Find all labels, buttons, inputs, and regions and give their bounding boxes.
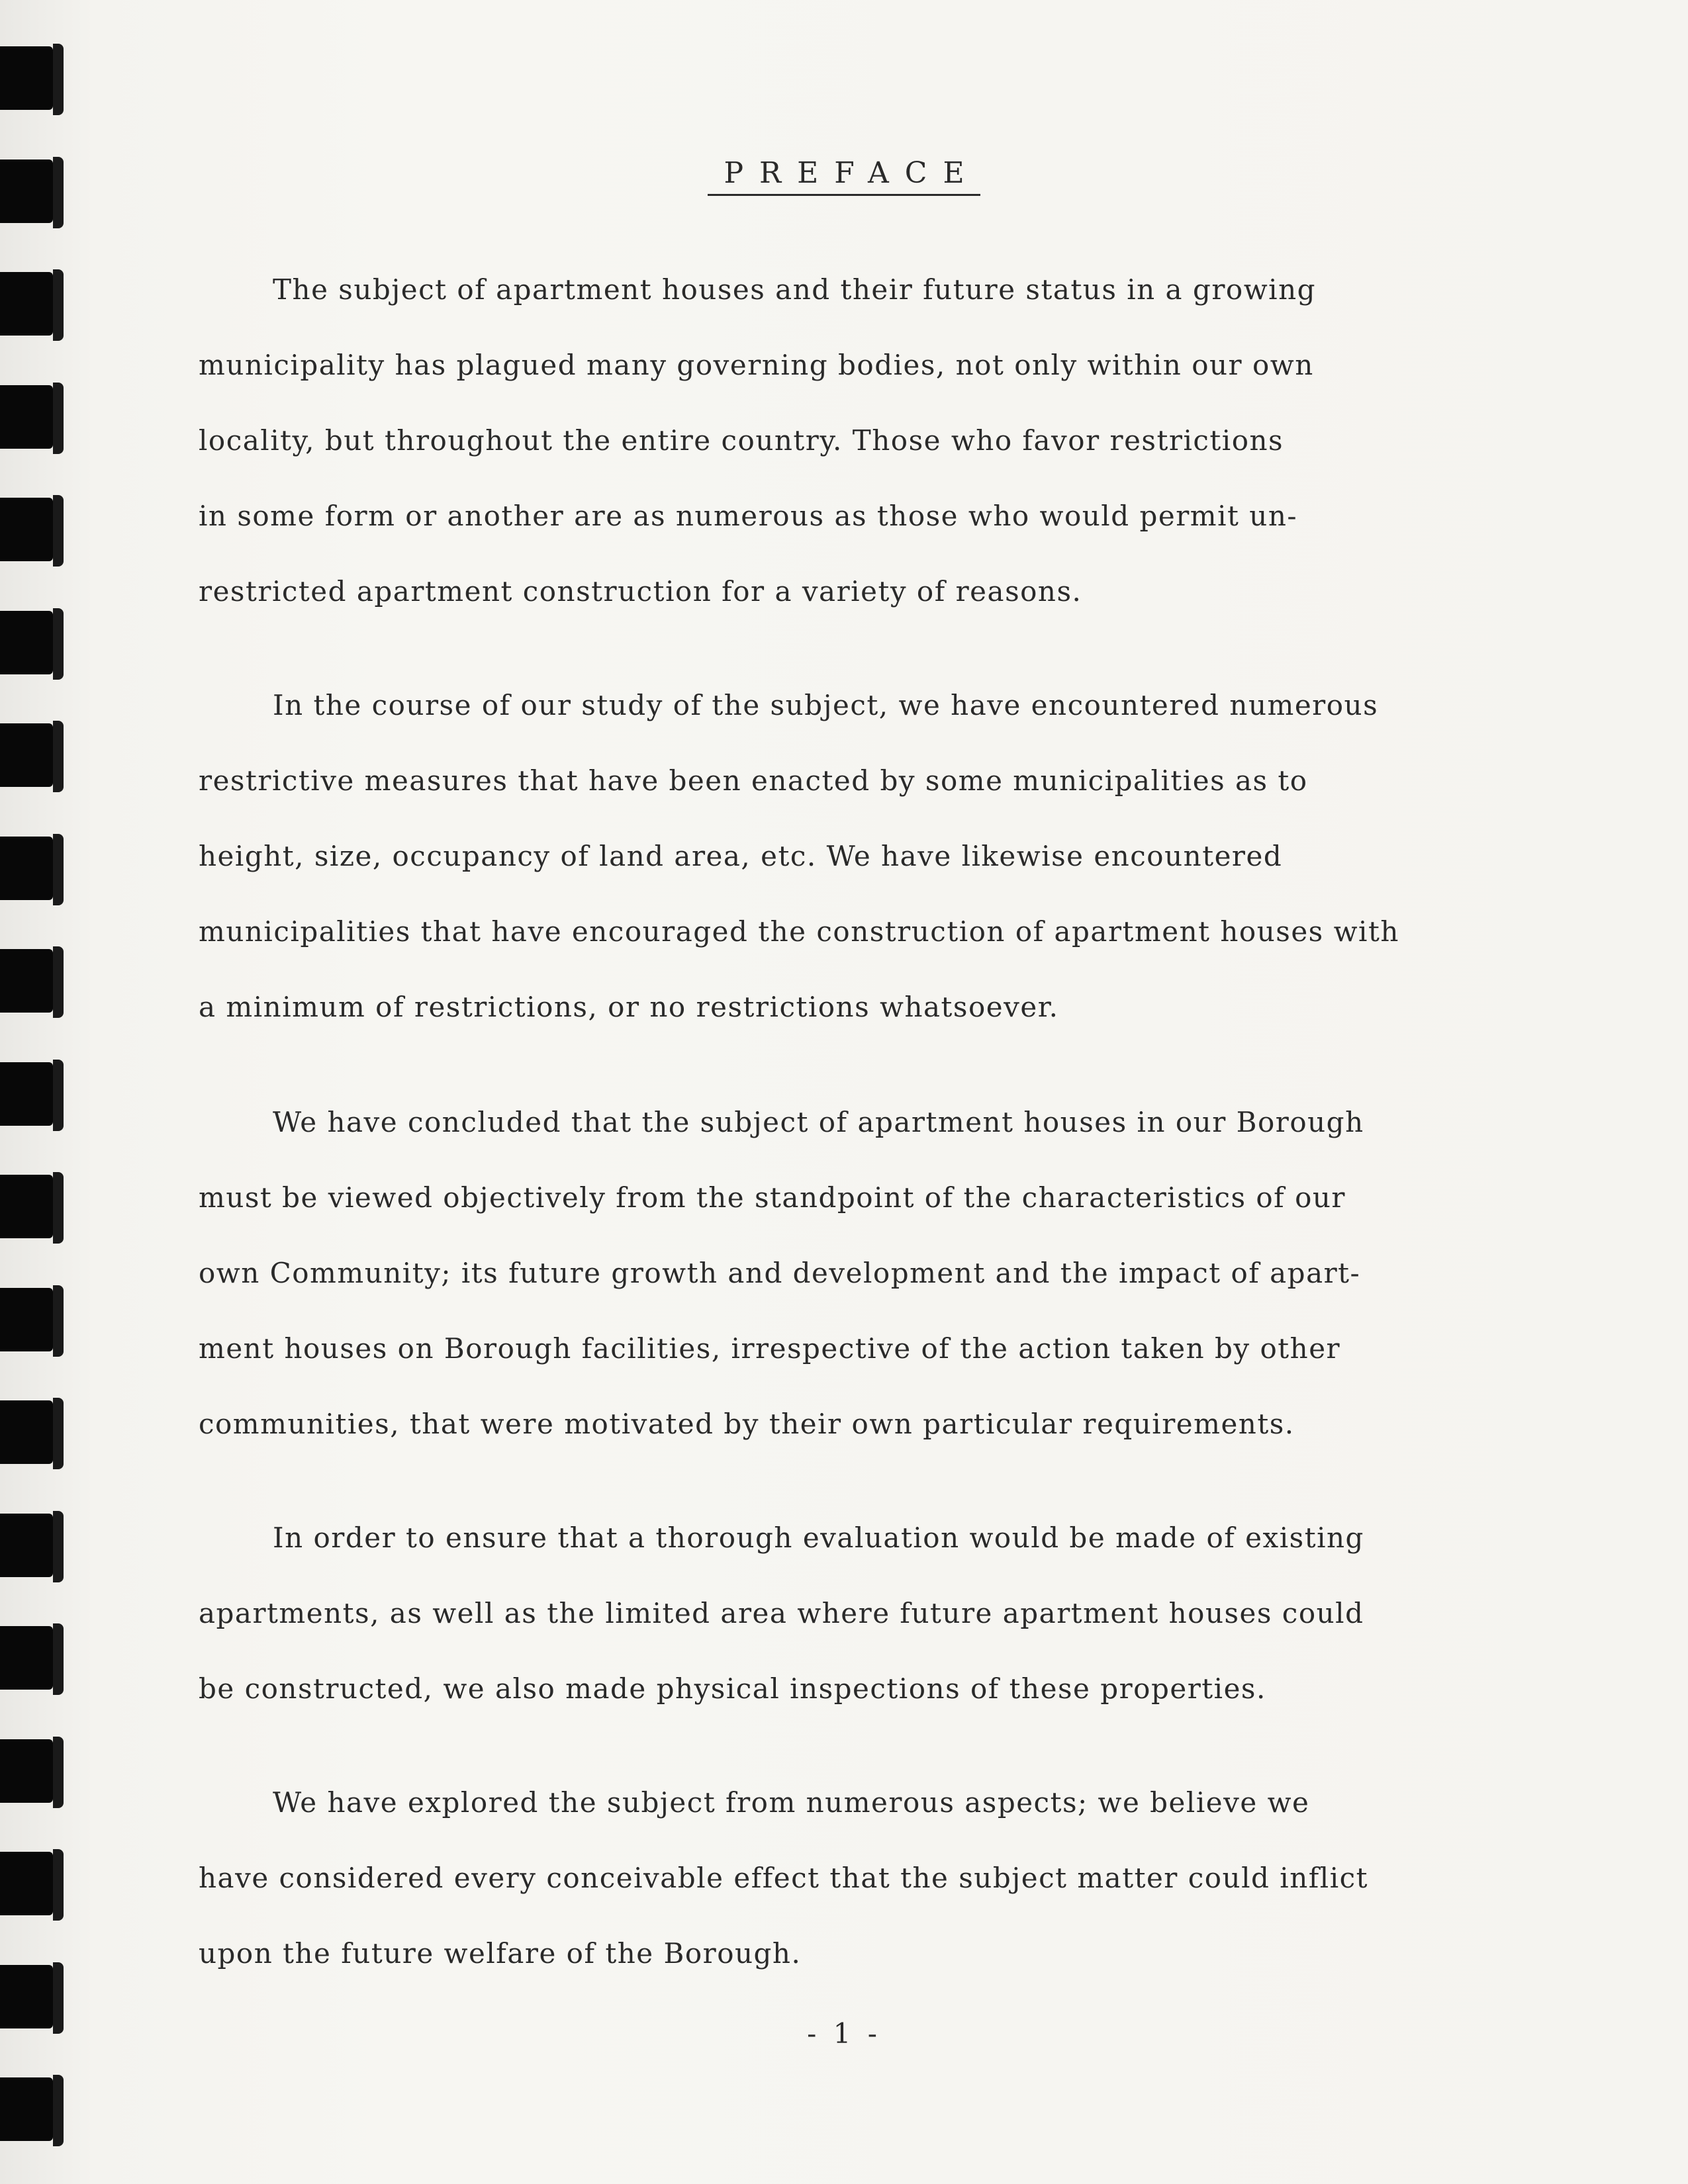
text-line: The subject of apartment houses and their future status in a growing	[273, 273, 1317, 306]
text-line: own Community; its future growth and development and the impact of apart-	[199, 1257, 1361, 1289]
text-line: ment houses on Borough facilities, irrespective of the action taken by other	[199, 1332, 1341, 1365]
text-line: In order to ensure that a thorough evaluation would be made of existing	[273, 1522, 1364, 1554]
binding-hole	[0, 380, 66, 457]
binding-hole	[0, 1169, 66, 1246]
text-line: in some form or another are as numerous as those who would permit un-	[199, 500, 1298, 532]
binding-hole	[0, 1508, 66, 1585]
text-line: have considered every conceivable effect that the subject matter could inflict	[199, 1862, 1369, 1894]
binding-hole	[0, 1734, 66, 1811]
binding-hole	[0, 718, 66, 795]
text-line: We have explored the subject from numerous aspects; we believe we	[273, 1786, 1310, 1819]
document-heading	[0, 156, 1688, 196]
binding-hole	[0, 1846, 66, 1923]
binding-hole	[0, 41, 66, 118]
page-number: - 1 -	[807, 2017, 881, 2050]
spiral-binding	[0, 0, 73, 2184]
text-line: municipality has plagued many governing bodies, not only within our own	[199, 349, 1314, 381]
text-line: must be viewed objectively from the standpoint of the characteristics of our	[199, 1181, 1346, 1214]
heading-text: PREFACE	[708, 156, 980, 196]
binding-hole	[0, 944, 66, 1021]
binding-hole	[0, 267, 66, 343]
binding-hole	[0, 1621, 66, 1698]
binding-hole	[0, 492, 66, 569]
binding-hole	[0, 2072, 66, 2149]
text-line: In the course of our study of the subject, we have encountered numerous	[273, 689, 1379, 721]
text-line: restrictive measures that have been enacted by some municipalities as to	[199, 764, 1308, 797]
binding-hole	[0, 1395, 66, 1472]
text-line: We have concluded that the subject of apartment houses in our Borough	[273, 1106, 1364, 1138]
text-line: communities, that were motivated by their own particular requirements.	[199, 1408, 1295, 1440]
binding-hole	[0, 1283, 66, 1359]
text-line: height, size, occupancy of land area, etc. We have likewise encountered	[199, 840, 1283, 872]
text-line: locality, but throughout the entire country. Those who favor restrictions	[199, 424, 1284, 457]
text-line: a minimum of restrictions, or no restrictions whatsoever.	[199, 991, 1059, 1023]
text-line: upon the future welfare of the Borough.	[199, 1937, 802, 1970]
binding-hole	[0, 831, 66, 908]
text-line: be constructed, we also made physical inspections of these properties.	[199, 1672, 1266, 1705]
binding-hole	[0, 1057, 66, 1134]
text-line: restricted apartment construction for a variety of reasons.	[199, 575, 1082, 608]
text-line: apartments, as well as the limited area where future apartment houses could	[199, 1597, 1364, 1629]
text-line: municipalities that have encouraged the construction of apartment houses with	[199, 915, 1399, 948]
binding-hole	[0, 606, 66, 682]
